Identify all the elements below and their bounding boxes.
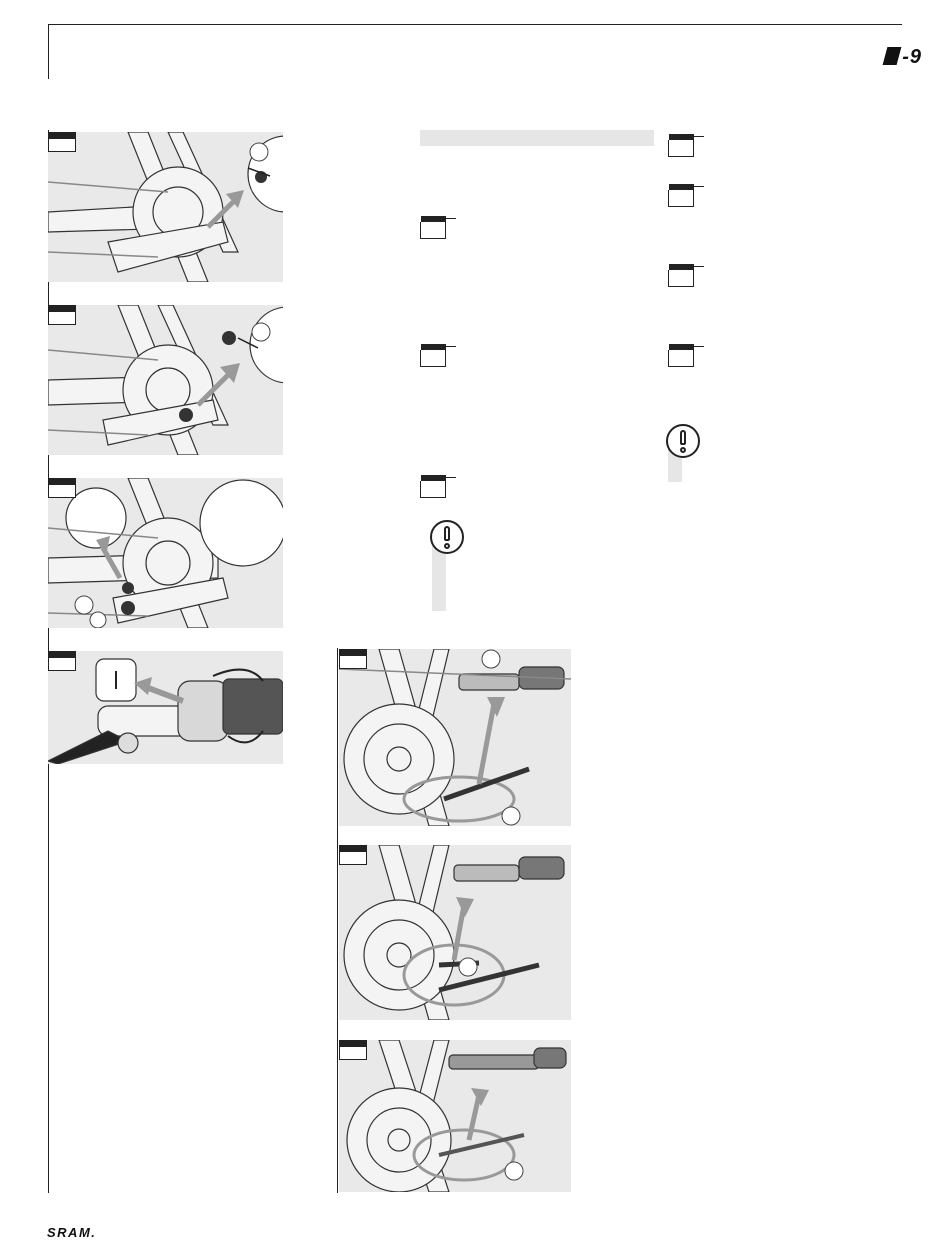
warning-exclamation-icon	[430, 520, 464, 554]
step-marker-5	[668, 190, 694, 207]
step-marker-4	[668, 140, 694, 157]
sram-logo: SRAM.	[47, 1225, 97, 1240]
figure-1-remove-locknut	[48, 132, 283, 282]
warning-exclamation-icon-right	[666, 424, 700, 458]
figure-3-illustration	[48, 478, 283, 628]
step-5-tab	[339, 649, 367, 669]
header-left-rule	[48, 24, 49, 79]
step-marker-2	[420, 350, 446, 367]
figure-6-separate-connector	[339, 845, 571, 1020]
page-number	[885, 46, 922, 69]
step-marker-1	[420, 222, 446, 239]
header-rule	[48, 24, 902, 25]
figure-5-disconnect-cable	[339, 649, 571, 826]
step-marker-3	[420, 481, 446, 498]
step-1-tab	[48, 132, 76, 152]
figure-7-remove-cable	[339, 1040, 571, 1192]
figure-2-remove-axle-nut	[48, 305, 283, 455]
page-number-text: -9	[902, 46, 922, 68]
step-marker-7	[668, 350, 694, 367]
i-motion-logo-icon	[883, 47, 902, 65]
step-2-tab	[48, 305, 76, 325]
step-6-tab	[339, 845, 367, 865]
column-mid-rule	[337, 648, 338, 1193]
figure-7-illustration	[339, 1040, 571, 1192]
step-4-tab	[48, 651, 76, 671]
step-marker-6	[668, 270, 694, 287]
figure-5-illustration	[339, 649, 571, 826]
step-7-tab	[339, 1040, 367, 1060]
figure-6-illustration	[339, 845, 571, 1020]
section-heading-band	[420, 130, 654, 146]
figure-4-illustration	[48, 651, 283, 764]
step-3-tab	[48, 478, 76, 498]
figure-3-remove-torque-arm	[48, 478, 283, 628]
figure-1-illustration	[48, 132, 283, 282]
figure-2-illustration	[48, 305, 283, 455]
figure-4-shifter-gear-1	[48, 651, 283, 764]
